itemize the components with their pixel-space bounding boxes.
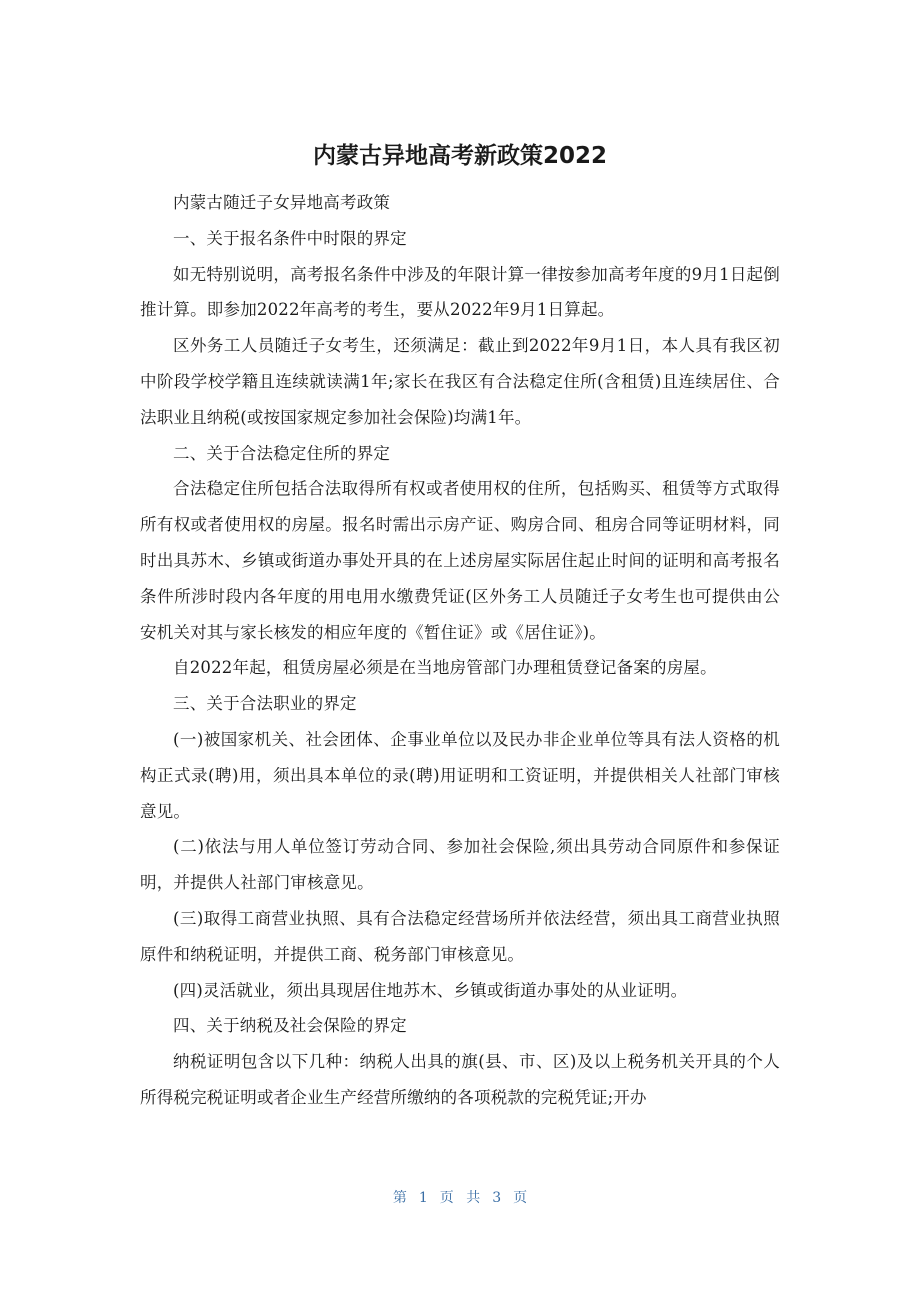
paragraph-intro: 内蒙古随迁子女异地高考政策 [173,193,391,212]
list-item: (四)灵活就业，须出具现居住地苏木、乡镇或街道办事处的从业证明。 [173,980,688,1000]
section-heading-2: 二、关于合法稳定住所的界定 [173,443,391,463]
document-body [140,185,780,1116]
section-heading-1: 一、关于报名条件中时限的界定 [173,228,407,248]
page-label-suffix: 页 [513,1190,528,1206]
list-item: (三)取得工商营业执照、具有合法稳定经营场所并依法经营，须出具工商营业执照原件和纳税证明，并提供工商、税务部门审核意见。 [140,908,780,964]
paragraph: 合法稳定住所包括合法取得所有权或者使用权的住所，包括购买、租赁等方式取得所有权或者使用权的房屋。报名时需出示房产证、购房合同、租房合同等证明材料，同时出具苏木、乡镇或街道办事处开具的在上述房屋实际居住起止时间的证明和高考报名条件所涉时段内各年度的用电用水缴费凭证(区外务工人员随迁子女考生也可提供由公安机关对其与家长核发的相应年度的《暂住证》或《居住证》)。 [140,479,780,642]
list-item: (一)被国家机关、社会团体、企事业单位以及民办非企业单位等具有法人资格的机构正式录(聘)用，须出具本单位的录(聘)用证明和工资证明，并提供相关人社部门审核意见。 [140,729,780,821]
current-page-number: 1 [418,1190,428,1206]
page-label-prefix: 第 [392,1190,407,1206]
page-label-mid: 页 共 [439,1190,481,1206]
page-footer [0,1186,920,1210]
paragraph: 纳税证明包含以下几种：纳税人出具的旗(县、市、区)及以上税务机关开具的个人所得税完税证明或者企业生产经营所缴纳的各项税款的完税凭证;开办 [140,1052,780,1107]
section-heading-4: 四、关于纳税及社会保险的界定 [173,1016,407,1036]
document-title: 内蒙古异地高考新政策2022 [312,143,607,169]
paragraph: 自2022年起，租赁房屋必须是在当地房管部门办理租赁登记备案的房屋。 [173,658,717,678]
paragraph: 区外务工人员随迁子女考生，还须满足：截止到2022年9月1日，本人具有我区初中阶段学校学籍且连续就读满1年;家长在我区有合法稳定住所(含租赁)且连续居住、合法职业且纳税(或按国家规定参加社会保险)均满1年。 [140,336,780,427]
section-heading-3: 三、关于合法职业的界定 [173,694,357,714]
total-pages-number: 3 [492,1190,502,1206]
list-item: (二)依法与用人单位签订劳动合同、参加社会保险,须出具劳动合同原件和参保证明，并提供人社部门审核意见。 [140,837,780,893]
paragraph: 如无特别说明，高考报名条件中涉及的年限计算一律按参加高考年度的9月1日起倒推计算。即参加2022年高考的考生，要从2022年9月1日算起。 [140,264,780,320]
